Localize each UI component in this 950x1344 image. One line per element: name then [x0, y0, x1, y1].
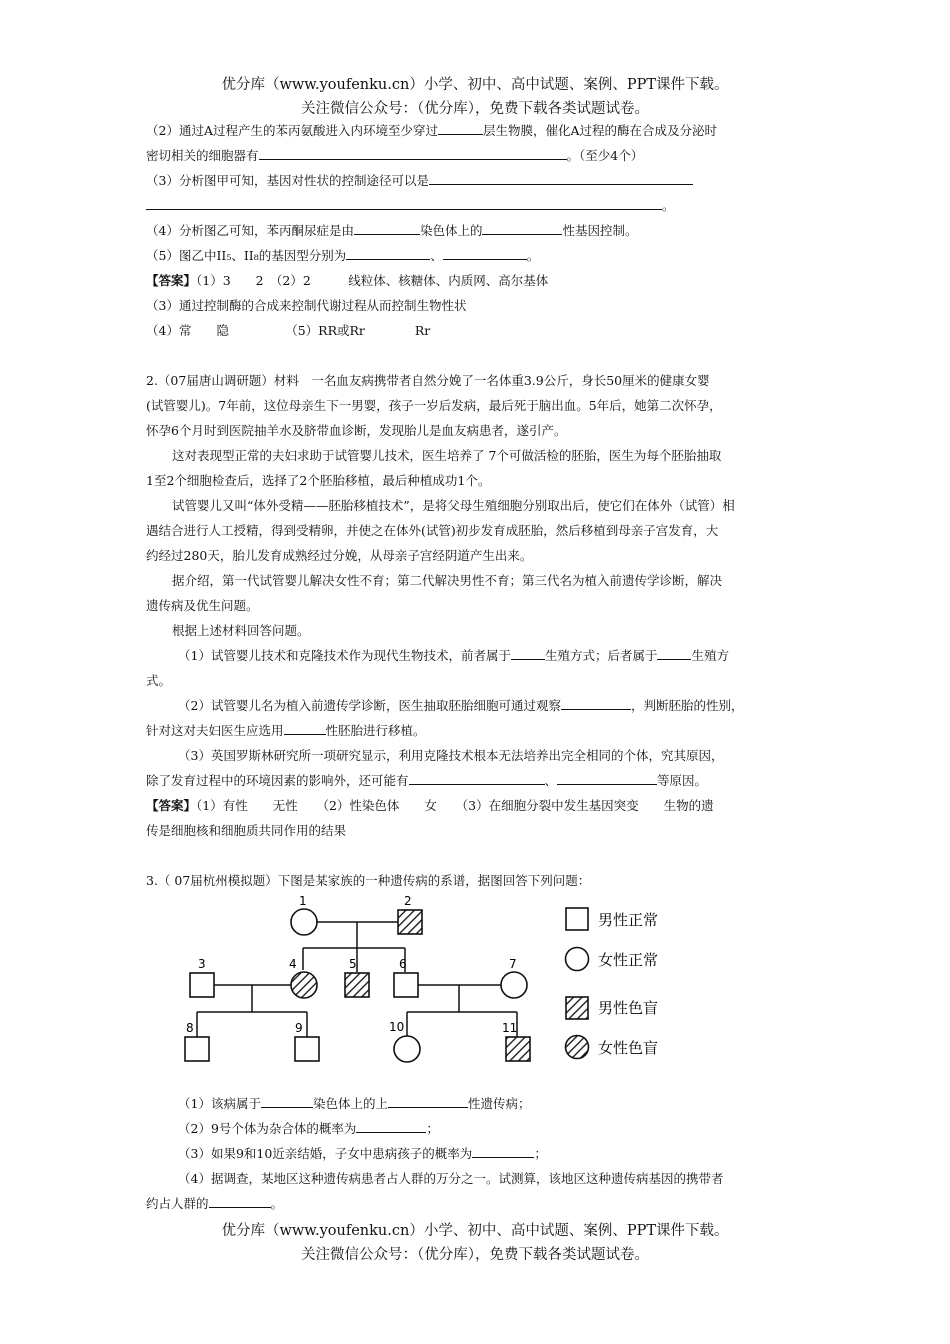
q2-sub1-text-c: 生殖方 — [691, 648, 729, 663]
q2-sub2-text-d: 性胚胎进行移植。 — [325, 723, 426, 738]
pedigree-number-10: 10 — [389, 1020, 405, 1034]
individual-7-female-normal — [501, 972, 527, 998]
q3-blank-dominance[interactable] — [388, 1095, 468, 1108]
legend-female-normal: 女性正常 — [598, 951, 659, 969]
q3-blank-chromosome[interactable] — [261, 1095, 313, 1108]
individual-6-male-normal — [394, 973, 418, 997]
pedigree-number-9: 9 — [295, 1021, 303, 1035]
q3-sub3-text-a: （3）如果9和10近亲结婚，子女中患病孩子的概率为 — [178, 1146, 473, 1161]
individual-4-female-affected — [291, 972, 317, 998]
q1-answer-text-1: （1）3 2 （2）2 线粒体、核糖体、内质网、高尔基体 — [196, 273, 549, 288]
q2-sub3-text-d: 等原因。 — [657, 773, 708, 788]
q2-line5: 1至2个细胞检查后，选择了2个胚胎移植，最后种植成功1个。 — [146, 473, 491, 488]
pedigree-number-4: 4 — [289, 957, 297, 971]
site-header-line1: 优分库（www.youfenku.cn）小学、初中、高中试题、案例、PPT课件下载。 — [221, 77, 729, 93]
q2-sub3-line1: （3）英国罗斯林研究所一项研究显示，利用克隆技术根本无法培养出完全相同的个体，究其原因， — [178, 748, 724, 763]
site-footer-line1: 优分库（www.youfenku.cn）小学、初中、高中试题、案例、PPT课件下载。 — [221, 1223, 729, 1239]
site-header-line2: 关注微信公众号：（优分库），免费下载各类试题试卷。 — [301, 101, 649, 117]
q3-sub4-text-c: 。 — [270, 1196, 284, 1211]
individual-2-male-affected — [398, 910, 422, 934]
q2-line2: (试管婴儿)。7年前，这位母亲生下一男婴，孩子一岁后发病，最后死于脑出血。5年后，她第二次怀孕， — [146, 398, 722, 413]
q2-answer-text-1: （1）有性 无性 （2）性染色体 女 （3）在细胞分裂中发生基因突变 生物的遗 — [196, 798, 714, 813]
legend-female-normal-icon — [566, 948, 589, 971]
q1-part2-text-a: （2）通过A过程产生的苯丙氨酸进入内环境至少穿过 — [146, 123, 438, 138]
q2-sub3-text-c: 、 — [544, 773, 558, 788]
q1-part3-end: 。 — [662, 198, 675, 213]
q1-part4-text-b: 染色体上的 — [419, 223, 483, 238]
q2-line4: 这对表现型正常的夫妇求助于试管婴儿技术，医生培养了 7个可做活检的胚胎，医生为每个胚胎抽取 — [172, 448, 722, 463]
individual-1-female-normal — [291, 909, 317, 935]
q1-part5-text-a: （5）图乙中II₅、II₈的基因型分别为 — [146, 248, 347, 263]
q1-part5-text-b: 、 — [430, 248, 443, 263]
q3-sub3-text-b: ； — [534, 1146, 547, 1161]
q3-sub1-text-b: 染色体上的上 — [312, 1096, 388, 1111]
q2-line1: 2.（07届唐山调研题）材料 一名血友病携带者自然分娩了一名体重3.9公斤，身长50厘米的健康女婴 — [146, 373, 710, 388]
legend-male-normal-icon — [566, 908, 588, 930]
q3-sub2 — [178, 1120, 439, 1137]
q3-sub2-text-a: （2）9号个体为杂合体的概率为 — [178, 1121, 357, 1136]
pedigree-number-11: 11 — [502, 1021, 518, 1035]
site-footer-line2: 关注微信公众号：（优分库），免费下载各类试题试卷。 — [301, 1247, 649, 1263]
legend-male-normal: 男性正常 — [598, 911, 659, 929]
q1-part4-text-c: 性基因控制。 — [562, 223, 638, 238]
q3-sub4-line2 — [146, 1195, 283, 1212]
q1-answer-line3: （4）常 隐 （5）RR或Rr Rr — [146, 323, 431, 338]
q2-sub3-text-b: 除了发育过程中的环境因素的影响外，还可能有 — [146, 773, 409, 788]
q3-sub1-text-a: （1）该病属于 — [178, 1096, 261, 1111]
q2-line9: 据介绍，第一代试管婴儿解决女性不育；第二代解决男性不育；第三代名为植入前遗传学诊断，解决 — [172, 573, 723, 588]
q2-sub2-text-c: 针对这对夫妇医生应选用 — [146, 723, 284, 738]
pedigree-number-5: 5 — [349, 957, 357, 971]
legend-female-affected: 女性色盲 — [598, 1039, 659, 1057]
q2-sub1-text-b: 生殖方式；后者属于 — [544, 648, 658, 663]
q2-line3: 怀孕6个月时到医院抽羊水及脐带血诊断，发现胎儿是血友病患者，遂引产。 — [146, 423, 567, 438]
q3-blank-heterozygote-probability[interactable] — [356, 1120, 426, 1133]
q3-blank-carrier-frequency[interactable] — [209, 1195, 271, 1208]
individual-3-male-normal — [190, 973, 214, 997]
q3-blank-affected-probability[interactable] — [472, 1145, 534, 1158]
q1-answer-line2: （3）通过控制酶的合成来控制代谢过程从而控制生物性状 — [146, 298, 467, 313]
q2-sub1-line2: 式。 — [146, 673, 172, 688]
q1-part2-text-c: 密切相关的细胞器有 — [146, 148, 259, 163]
q3-sub2-text-b: ； — [426, 1121, 439, 1136]
individual-5-male-affected — [345, 973, 369, 997]
q2-answer-line2: 传是细胞核和细胞质共同作用的结果 — [146, 823, 347, 838]
q3-sub1-text-c: 性遗传病； — [467, 1096, 531, 1111]
q2-line8: 约经过280天，胎儿发育成熟经过分娩，从母亲子宫经阴道产生出来。 — [146, 548, 533, 563]
legend-male-affected: 男性色盲 — [598, 999, 659, 1017]
pedigree-number-2: 2 — [404, 894, 412, 908]
q2-sub2-text-b: ，判断胚胎的性别， — [630, 698, 744, 713]
individual-8-male-normal — [185, 1037, 209, 1061]
q3-title: 3.（ 07届杭州模拟题）下图是某家族的一种遗传病的系谱，据图回答下列问题： — [146, 873, 591, 888]
q2-line6: 试管婴儿又叫“体外受精——胚胎移植技术”，是将父母生殖细胞分别取出后，使它们在体外（试管）相 — [172, 498, 735, 513]
pedigree-number-3: 3 — [198, 957, 206, 971]
q1-part3-text: （3）分析图甲可知，基因对性状的控制途径可以是 — [146, 173, 429, 188]
legend-male-affected-icon — [566, 997, 588, 1019]
q3-sub1 — [178, 1095, 531, 1112]
pedigree-number-8: 8 — [186, 1021, 194, 1035]
q2-line11: 根据上述材料回答问题。 — [172, 623, 310, 638]
individual-10-female-normal — [394, 1036, 420, 1062]
q3-sub4-line1: （4）据调查，某地区这种遗传病患者占人群的万分之一。试测算，该地区这种遗传病基因的携带者 — [178, 1171, 724, 1186]
pedigree-number-6: 6 — [399, 957, 407, 971]
q1-part4-text-a: （4）分析图乙可知，苯丙酮尿症是由 — [146, 223, 354, 238]
legend-female-affected-icon — [566, 1036, 589, 1059]
q2-line7: 遇结合进行人工授精，得到受精卵，并使之在体外(试管)初步发育成胚胎，然后移植到母亲子宫发育，大 — [146, 523, 719, 538]
q3-sub4-text-b: 约占人群的 — [146, 1196, 209, 1211]
q1-part2-text-b: 层生物膜，催化A过程的酶在合成及分泌时 — [482, 123, 718, 138]
q3-sub3 — [178, 1145, 547, 1162]
q2-answer-label: 【答案】 — [146, 798, 197, 813]
pedigree-number-1: 1 — [299, 894, 307, 908]
q2-line10: 遗传病及优生问题。 — [146, 598, 259, 613]
individual-11-male-affected — [506, 1037, 530, 1061]
q1-part5-text-c: 。 — [526, 248, 540, 263]
pedigree-number-7: 7 — [509, 957, 517, 971]
q1-part2-text-d: 。（至少4个） — [566, 148, 644, 163]
q1-answer-label: 【答案】 — [146, 273, 197, 288]
q2-sub1-text-a: （1）试管婴儿技术和克隆技术作为现代生物技术，前者属于 — [178, 648, 511, 663]
q2-sub2-text-a: （2）试管婴儿名为植入前遗传学诊断，医生抽取胚胎细胞可通过观察 — [178, 698, 561, 713]
individual-9-male-normal — [295, 1037, 319, 1061]
